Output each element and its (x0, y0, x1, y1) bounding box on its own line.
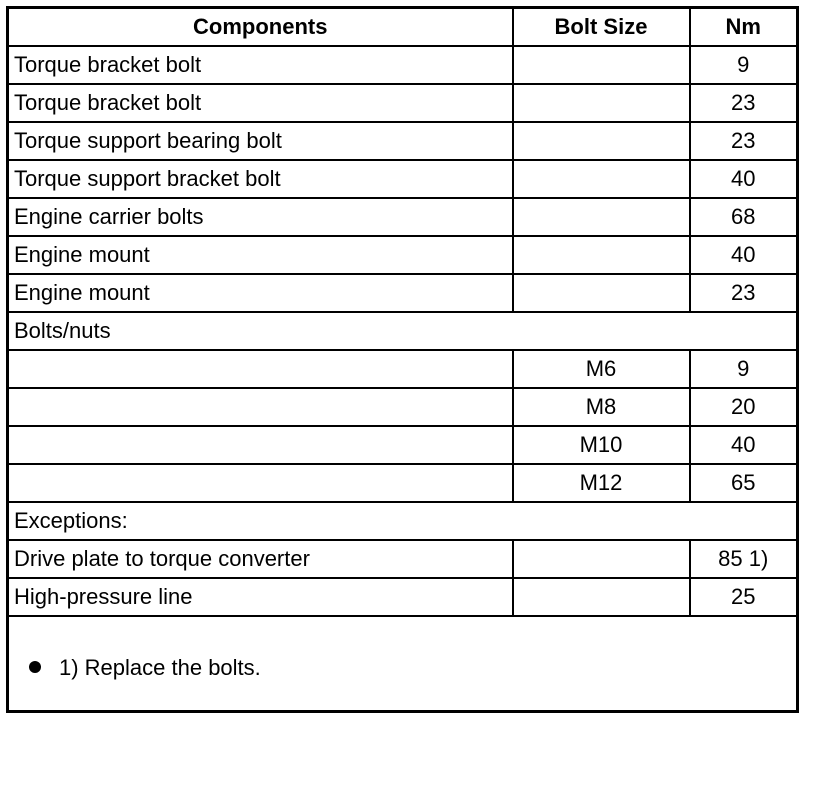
table-row (8, 426, 798, 464)
header-bolt-size: Bolt Size (513, 8, 690, 46)
bolt-size-cell (513, 122, 690, 160)
component-cell: Torque bracket bolt (8, 46, 513, 84)
header-row (8, 8, 798, 46)
table-row (8, 350, 798, 388)
table-row (8, 122, 798, 160)
nm-cell: 9 (690, 46, 798, 84)
component-cell (8, 464, 513, 502)
nm-cell: 25 (690, 578, 798, 616)
nm-cell: 40 (690, 236, 798, 274)
component-cell (8, 350, 513, 388)
bolt-size-cell (513, 540, 690, 578)
component-cell: Torque support bearing bolt (8, 122, 513, 160)
nm-cell: 40 (690, 426, 798, 464)
header-components: Components (8, 8, 513, 46)
component-cell: High-pressure line (8, 578, 513, 616)
note-row (8, 616, 798, 712)
component-cell: Drive plate to torque converter (8, 540, 513, 578)
bullet-icon (29, 661, 41, 673)
section-label-bolts: Bolts/nuts (8, 312, 798, 350)
bolt-size-cell: M12 (513, 464, 690, 502)
component-cell: Engine carrier bolts (8, 198, 513, 236)
bolt-size-cell (513, 160, 690, 198)
bolt-size-cell (513, 578, 690, 616)
bolt-size-cell: M8 (513, 388, 690, 426)
section-row-bolts (8, 312, 798, 350)
table-row (8, 236, 798, 274)
note-cell (8, 616, 798, 712)
nm-cell: 85 1) (690, 540, 798, 578)
nm-cell: 23 (690, 122, 798, 160)
table-row (8, 274, 798, 312)
table-row (8, 46, 798, 84)
nm-cell: 9 (690, 350, 798, 388)
table-row (8, 540, 798, 578)
nm-cell: 20 (690, 388, 798, 426)
component-cell (8, 388, 513, 426)
header-nm: Nm (690, 8, 798, 46)
nm-cell: 68 (690, 198, 798, 236)
note-text: 1) Replace the bolts. (59, 655, 261, 681)
nm-cell: 65 (690, 464, 798, 502)
torque-spec-table (6, 6, 799, 713)
bolt-size-cell (513, 236, 690, 274)
nm-cell: 40 (690, 160, 798, 198)
nm-cell: 23 (690, 274, 798, 312)
bolt-size-cell: M6 (513, 350, 690, 388)
component-cell: Engine mount (8, 236, 513, 274)
table-row (8, 160, 798, 198)
component-cell: Torque support bracket bolt (8, 160, 513, 198)
nm-cell: 23 (690, 84, 798, 122)
table-row (8, 198, 798, 236)
component-cell (8, 426, 513, 464)
bolt-size-cell (513, 84, 690, 122)
table-row (8, 388, 798, 426)
section-label-exceptions: Exceptions: (8, 502, 798, 540)
component-cell: Engine mount (8, 274, 513, 312)
table-row (8, 578, 798, 616)
bolt-size-cell: M10 (513, 426, 690, 464)
table-row (8, 464, 798, 502)
bolt-size-cell (513, 274, 690, 312)
bolt-size-cell (513, 198, 690, 236)
bolt-size-cell (513, 46, 690, 84)
section-row-exceptions (8, 502, 798, 540)
table-row (8, 84, 798, 122)
component-cell: Torque bracket bolt (8, 84, 513, 122)
